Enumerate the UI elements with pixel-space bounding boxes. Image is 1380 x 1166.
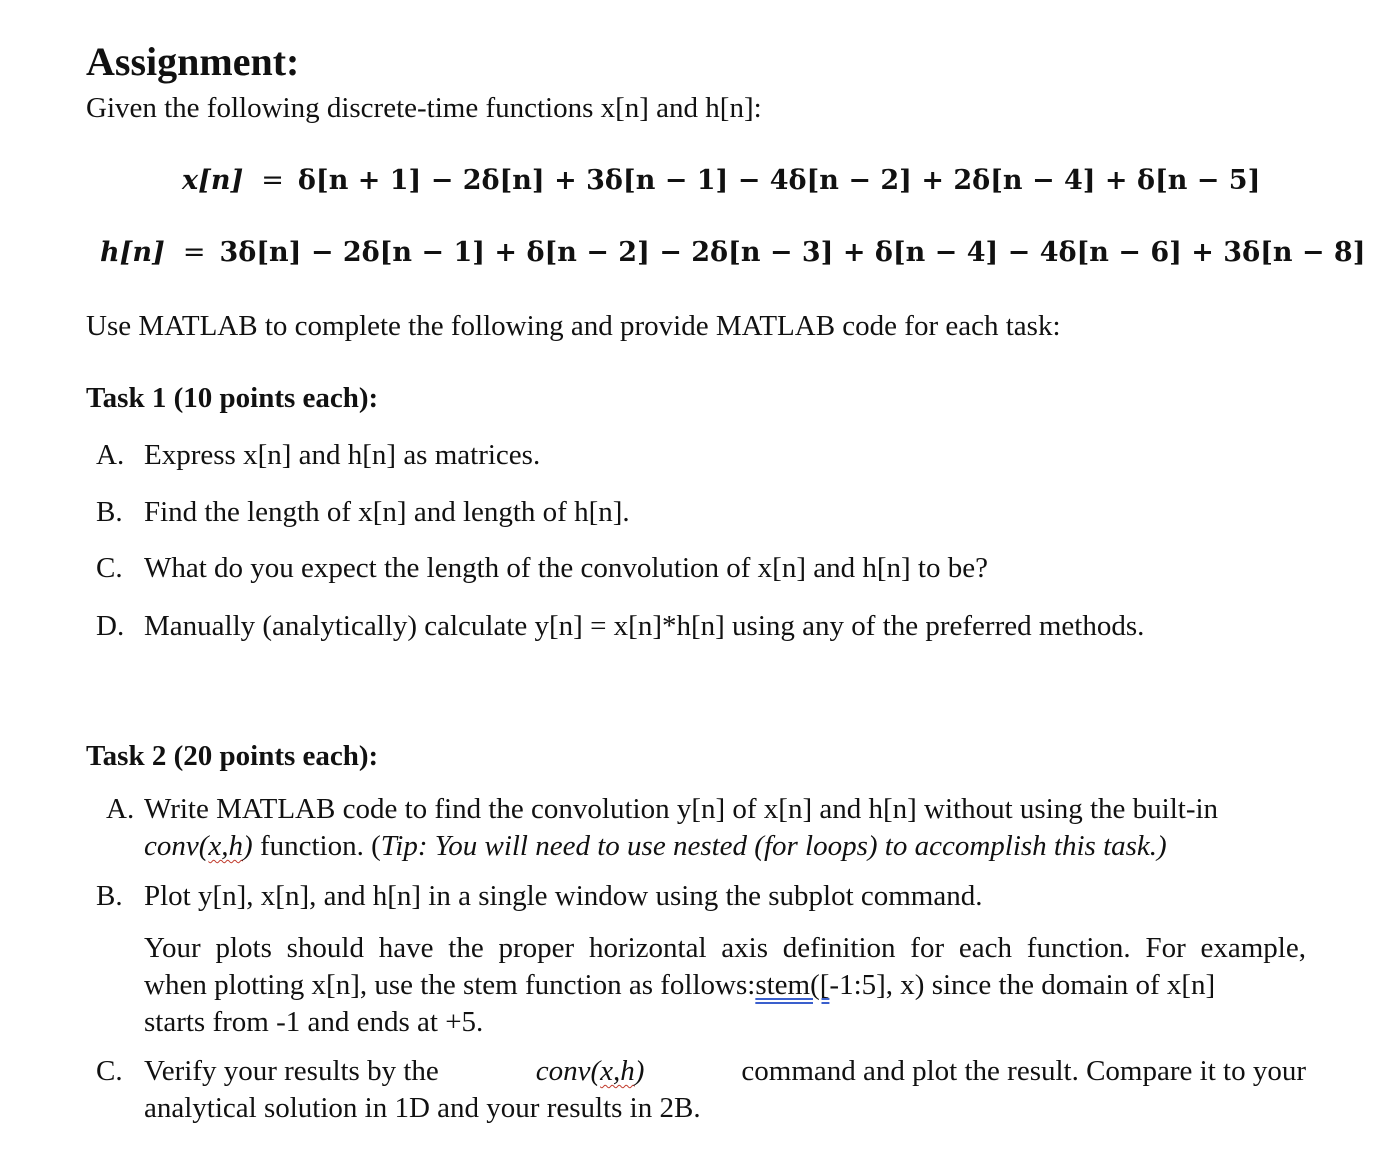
conv-close: ) bbox=[634, 1055, 645, 1087]
item-text: Express x[n] and h[n] as matrices. bbox=[144, 439, 541, 471]
para-code-wrap bbox=[755, 967, 1306, 1004]
stem-code: stem([ bbox=[755, 969, 830, 1001]
item-letter: B. bbox=[96, 496, 123, 528]
task2-item-b-para-line1: Your plots should have the proper horizontal axis definition for each function. For example, bbox=[144, 932, 1306, 964]
task2-item-b-para-line2 bbox=[144, 967, 1306, 1004]
task2-item-c-line2: analytical solution in 1D and your results in 2B. bbox=[144, 1092, 701, 1124]
item-text: command and plot the result. Compare it to your bbox=[741, 1055, 1306, 1087]
conv-args: x,h bbox=[208, 830, 244, 862]
equation-x bbox=[182, 165, 1260, 196]
item-letter: A. bbox=[96, 439, 125, 471]
item-text: Plot y[n], x[n], and h[n] in a single window using the subplot command. bbox=[144, 880, 983, 912]
task2-item-b-para-line3: starts from -1 and ends at +5. bbox=[144, 1006, 484, 1038]
task2-item-a-line1 bbox=[106, 793, 1218, 826]
intro-text: Given the following discrete-time functions x[n] and h[n]: bbox=[86, 92, 762, 124]
page-title: Assignment: bbox=[86, 39, 300, 84]
equation-h-lhs: h[n] bbox=[100, 237, 165, 268]
task2-heading: Task 2 (20 points each): bbox=[86, 740, 379, 772]
task2-item-b bbox=[96, 880, 982, 913]
item-letter: A. bbox=[106, 793, 135, 825]
item-text: Manually (analytically) calculate y[n] = x[n]*h[n] using any of the preferred methods. bbox=[144, 610, 1145, 642]
task1-item-d bbox=[96, 610, 1144, 643]
item-letter: D. bbox=[96, 610, 125, 642]
para-text: when plotting x[n], use the stem function as follows: bbox=[144, 969, 756, 1001]
conv-function-name: conv( bbox=[144, 830, 209, 862]
equation-h-rhs: 3δ[n] − 2δ[n − 1] + δ[n − 2] − 2δ[n − 3] + δ[n − 4] − 4δ[n − 6] + 3δ[n − 8] bbox=[219, 237, 1366, 268]
para-text: -1:5], x) since the domain of x[n] bbox=[829, 969, 1216, 1001]
conv-wrap bbox=[536, 1055, 645, 1088]
equation-x-lhs: x[n] bbox=[182, 165, 244, 196]
item-letter: C. bbox=[96, 552, 123, 584]
equation-x-equals: = bbox=[261, 165, 284, 196]
item-letter: C. bbox=[96, 1055, 123, 1087]
tip-text: Tip: You will need to use nested (for loops) to accomplish this task.) bbox=[380, 830, 1167, 862]
item-c-justified bbox=[144, 1055, 1306, 1088]
conv-function-name: conv( bbox=[535, 1055, 601, 1087]
conv-args: x,h bbox=[600, 1055, 635, 1087]
item-text: Verify your results by the bbox=[144, 1055, 439, 1087]
instruction-text: Use MATLAB to complete the following and provide MATLAB code for each task: bbox=[86, 310, 1061, 342]
item-letter: B. bbox=[96, 880, 123, 912]
item-text: function. ( bbox=[252, 830, 381, 862]
task1-item-a bbox=[96, 439, 540, 472]
equation-x-rhs: δ[n + 1] − 2δ[n] + 3δ[n − 1] − 4δ[n − 2] + 2δ[n − 4] + δ[n − 5] bbox=[297, 165, 1261, 196]
task2-item-a-line2 bbox=[144, 830, 1167, 863]
task1-item-b bbox=[96, 496, 630, 529]
equation-h-equals: = bbox=[182, 237, 206, 268]
item-text: What do you expect the length of the convolution of x[n] and h[n] to be? bbox=[144, 552, 988, 584]
task1-item-c bbox=[96, 552, 988, 585]
conv-close: ) bbox=[243, 830, 253, 862]
item-text: Write MATLAB code to find the convolution y[n] of x[n] and h[n] without using the built-in bbox=[144, 793, 1219, 825]
task1-heading: Task 1 (10 points each): bbox=[86, 382, 379, 414]
task2-item-c-line1 bbox=[96, 1055, 1306, 1088]
item-text: Find the length of x[n] and length of h[n]. bbox=[144, 496, 630, 528]
equation-h bbox=[100, 237, 1366, 268]
